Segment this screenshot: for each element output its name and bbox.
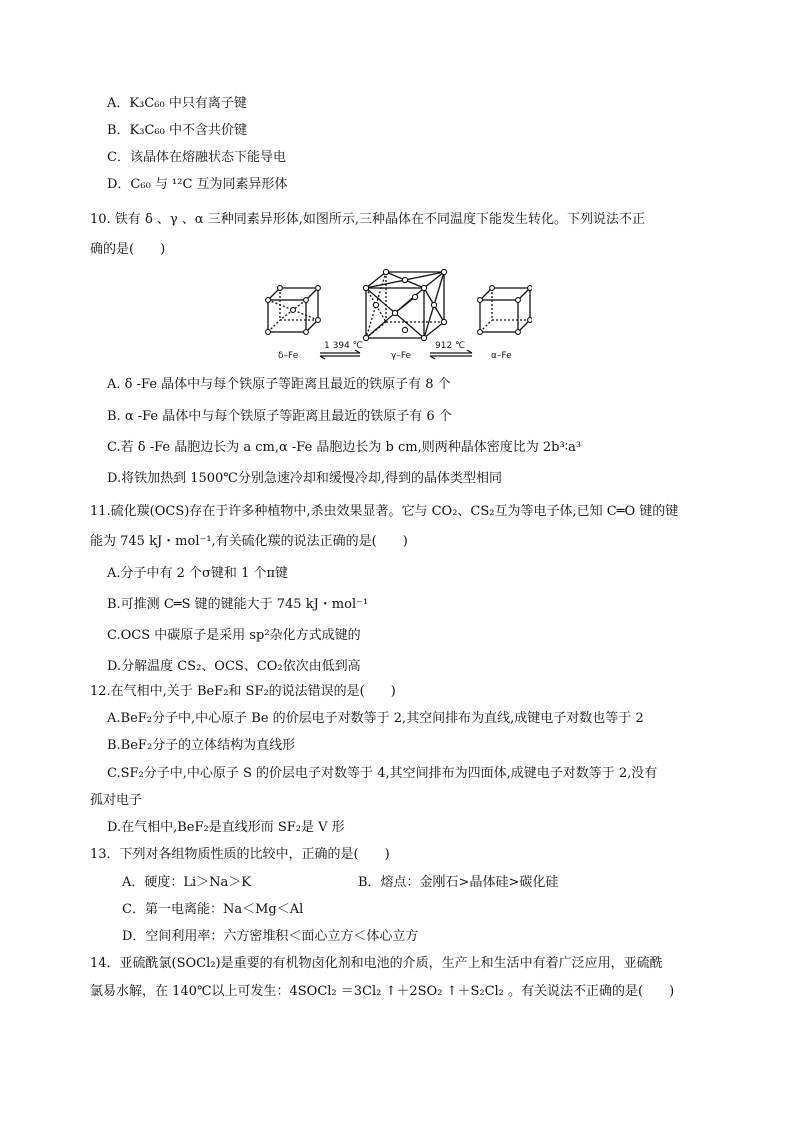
q12-option-c-line2: 孤对电子	[90, 793, 143, 808]
q9-option-b: B．K₃C₆₀ 中不含共价键	[107, 123, 247, 138]
q10-stem-line2: 确的是( )	[90, 242, 166, 257]
temp-1394-label: 1 394 ℃	[324, 341, 363, 351]
q14-stem-line2: 氯易水解，在 140℃以上可发生：4SOCl₂ ＝3Cl₂ ↑＋2SO₂ ↑＋S₂Cl₂ 。有关说法不正确的是( )	[90, 984, 675, 999]
iron-allotropes-figure	[262, 268, 532, 366]
q12-option-b: B.BeF₂分子的立体结构为直线形	[107, 738, 296, 753]
q11-stem-line2: 能为 745 kJ・mol⁻¹,有关硫化羰的说法正确的是( )	[90, 534, 408, 549]
q12-option-a: A.BeF₂分子中,中心原子 Be 的价层电子对数等于 2,其空间排布为直线,成键电子对数也等于 2	[107, 711, 644, 726]
q12-option-c-line1: C.SF₂分子中,中心原子 S 的价层电子对数等于 4,其空间排布为四面体,成键电子对数等于 2,没有	[107, 766, 658, 781]
q13-option-b: B．熔点：金刚石>晶体硅>碳化硅	[358, 875, 559, 890]
q10-option-c: C.若 δ -Fe 晶胞边长为 a cm,α -Fe 晶胞边长为 b cm,则两种晶体密度比为 2b³∶a³	[107, 440, 582, 455]
delta-fe-label: δ–Fe	[278, 351, 299, 361]
q9-option-a: A．K₃C₆₀ 中只有离子键	[107, 96, 247, 111]
q10-option-d: D.将铁加热到 1500℃分别急速冷却和缓慢冷却,得到的晶体类型相同	[107, 471, 502, 486]
alpha-fe-cell	[480, 288, 530, 332]
q13-stem: 13．下列对各组物质性质的比较中，正确的是( )	[90, 847, 390, 862]
q12-stem: 12.在气相中,关于 BeF₂和 SF₂的说法错误的是( )	[90, 684, 396, 699]
q13-option-d: D．空间利用率：六方密堆积＜面心立方＜体心立方	[122, 929, 419, 944]
q11-option-b: B.可推测 C═S 键的键能大于 745 kJ・mol⁻¹	[107, 597, 369, 612]
q10-stem-line1: 10. 铁有 δ 、γ 、α 三种同素异形体,如图所示,三种晶体在不同温度下能发生转化。下列说法不正	[90, 212, 645, 227]
q13-option-c: C．第一电离能：Na＜Mg＜Al	[122, 902, 304, 917]
gamma-fe-label: γ–Fe	[391, 351, 412, 361]
q10-option-a: A. δ -Fe 晶体中与每个铁原子等距离且最近的铁原子有 8 个	[107, 377, 451, 392]
q14-stem-line1: 14．亚硫酰氯(SOCl₂)是重要的有机物卤化剂和电池的介质，生产上和生活中有着广泛应用，亚硫酰	[90, 956, 663, 971]
q11-option-d: D.分解温度 CS₂、OCS、CO₂依次由低到高	[107, 659, 361, 674]
q11-option-a: A.分子中有 2 个σ键和 1 个π键	[107, 566, 289, 581]
q13-option-a: A．硬度：Li＞Na＞K	[122, 875, 252, 890]
transition-arrow-2	[430, 350, 472, 359]
q11-stem-line1: 11.硫化羰(OCS)存在于许多种植物中,杀虫效果显著。它与 CO₂、CS₂互为等电子体,已知 C═O 键的键	[90, 504, 679, 519]
q10-option-b: B. α -Fe 晶体中与每个铁原子等距离且最近的铁原子有 6 个	[107, 409, 452, 424]
alpha-fe-label: α–Fe	[491, 351, 512, 361]
transition-arrow-1	[320, 350, 360, 359]
q12-option-d: D.在气相中,BeF₂是直线形而 SF₂是 V 形	[107, 820, 345, 835]
q11-option-c: C.OCS 中碳原子是采用 sp²杂化方式成键的	[107, 628, 361, 643]
q9-option-d: D．C₆₀ 与 ¹²C 互为同素异形体	[107, 177, 288, 192]
q9-option-c: C．该晶体在熔融状态下能导电	[107, 150, 286, 165]
temp-912-label: 912 ℃	[435, 341, 466, 351]
